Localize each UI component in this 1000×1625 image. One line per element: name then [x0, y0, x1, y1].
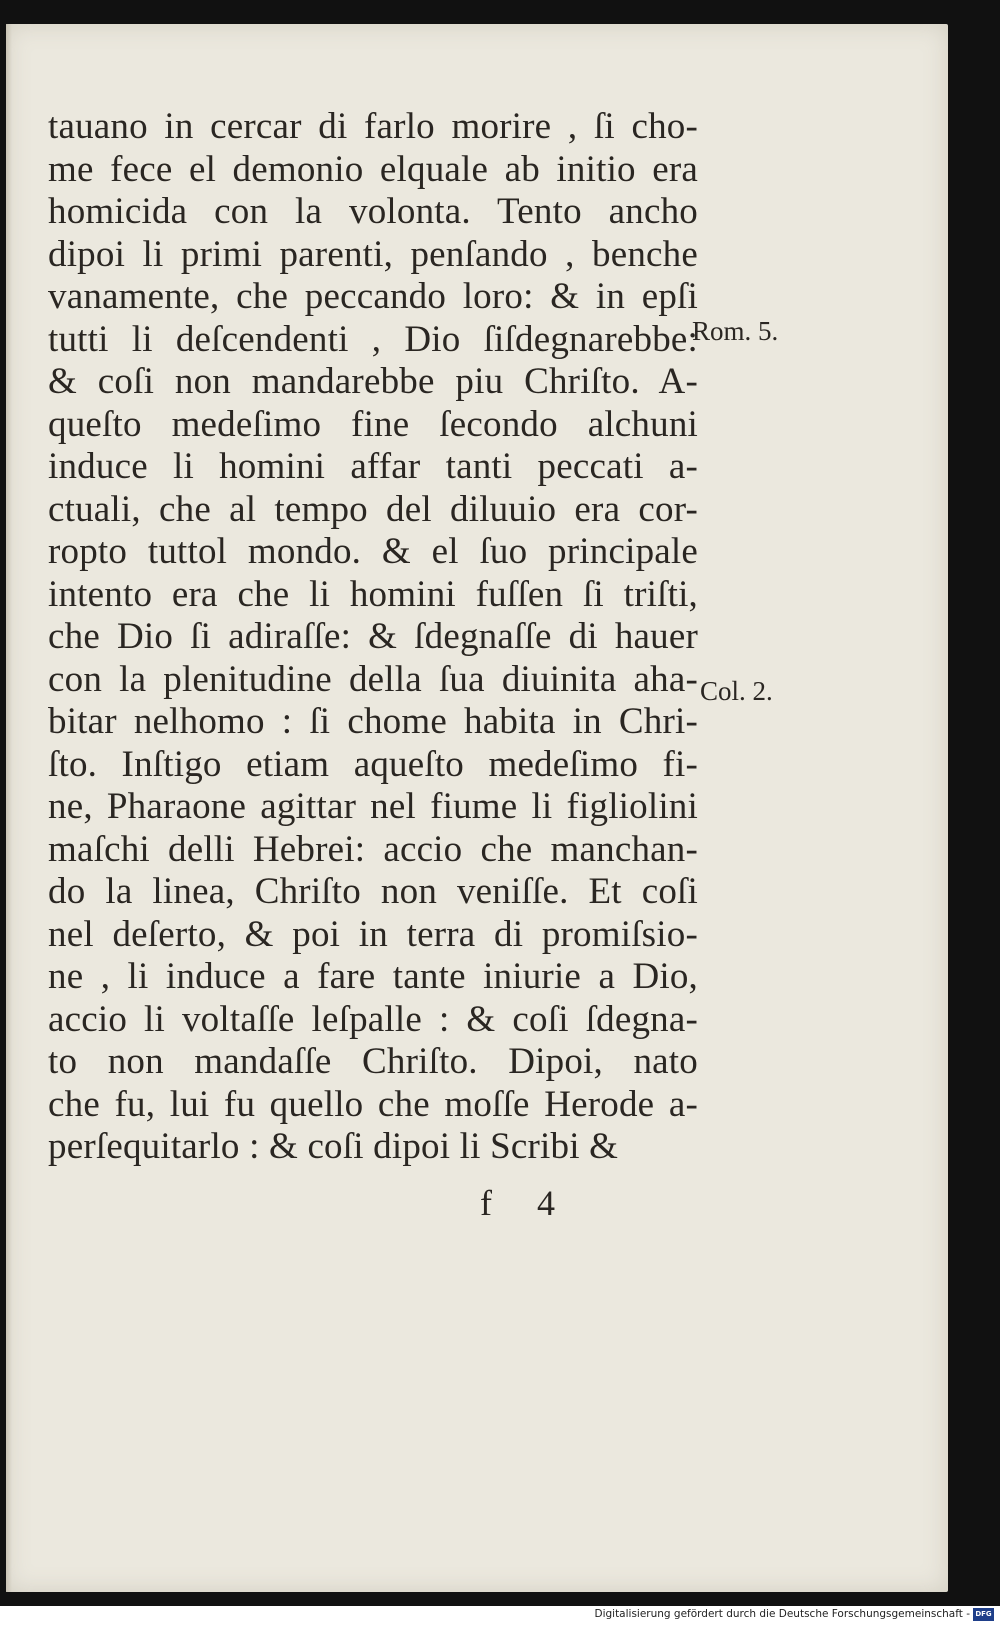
text-line: & coſi non mandarebbe piu Chriſto. A-: [48, 361, 698, 402]
text-line: maſchi delli Hebrei: accio che manchan-: [48, 828, 698, 870]
marginal-note-rom: Rom. 5.: [692, 316, 779, 346]
text-line: queſto medeſimo fine ſecondo alchuni: [48, 403, 698, 445]
text-line: che fu, lui fu quello che moſſe Herode a-: [48, 1083, 698, 1125]
text-line: tutti li deſcendenti , Dio ſiſdegnarebbe:: [48, 318, 698, 360]
text-line: accio li voltaſſe leſpalle : & coſi ſdegna-: [48, 998, 698, 1040]
text-line: to non mandaſſe Chriſto. Dipoi, nato: [48, 1041, 698, 1082]
text-line: intento era che li homini fuſſen ſi triſti,: [48, 573, 698, 615]
text-line: vanamente, che peccando loro: & in epſi: [48, 276, 698, 317]
text-line: ne , li induce a fare tante iniurie a Dio,: [48, 956, 698, 997]
dfg-logo-icon: DFG: [973, 1608, 994, 1621]
text-line: nel deſerto, & poi in terra di promiſsio-: [48, 913, 698, 955]
main-text-block: [48, 106, 698, 1169]
text-line: tauano in cercar di farlo morire , ſi cho-: [48, 106, 698, 147]
text-line: perſequitarlo : & coſi dipoi li Scribi &: [48, 1126, 619, 1167]
text-line: homicida con la volonta. Tento ancho: [48, 191, 698, 232]
text-line: dipoi li primi parenti, penſando , benche: [48, 233, 698, 275]
digitization-credit: Digitalisierung gefördert durch die Deutsche Forschungsgemeinschaft -: [594, 1608, 970, 1620]
text-line: me fece el demonio elquale ab initio era: [48, 148, 698, 190]
text-line: che Dio ſi adiraſſe: & ſdegnaſſe di hauer: [48, 616, 698, 657]
text-line: con la plenitudine della ſua diuinita aha-: [48, 658, 698, 700]
page-edge-shadow: [6, 24, 12, 1592]
text-line: ſto. Inſtigo etiam aqueſto medeſimo fi-: [48, 743, 698, 785]
text-line: do la linea, Chriſto non veniſſe. Et coſi: [48, 871, 698, 912]
text-line: bitar nelhomo : ſi chome habita in Chri-: [48, 701, 698, 742]
marginal-note-col: Col. 2.: [700, 676, 773, 706]
text-line: induce li homini affar tanti peccati a-: [48, 446, 698, 487]
text-line: ne, Pharaone agittar nel fiume li figliolini: [48, 786, 698, 827]
folio-signature: f 4: [480, 1183, 555, 1223]
text-line: ctuali, che al tempo del diluuio era cor-: [48, 488, 698, 530]
text-line: ropto tuttol mondo. & el ſuo principale: [48, 531, 698, 572]
